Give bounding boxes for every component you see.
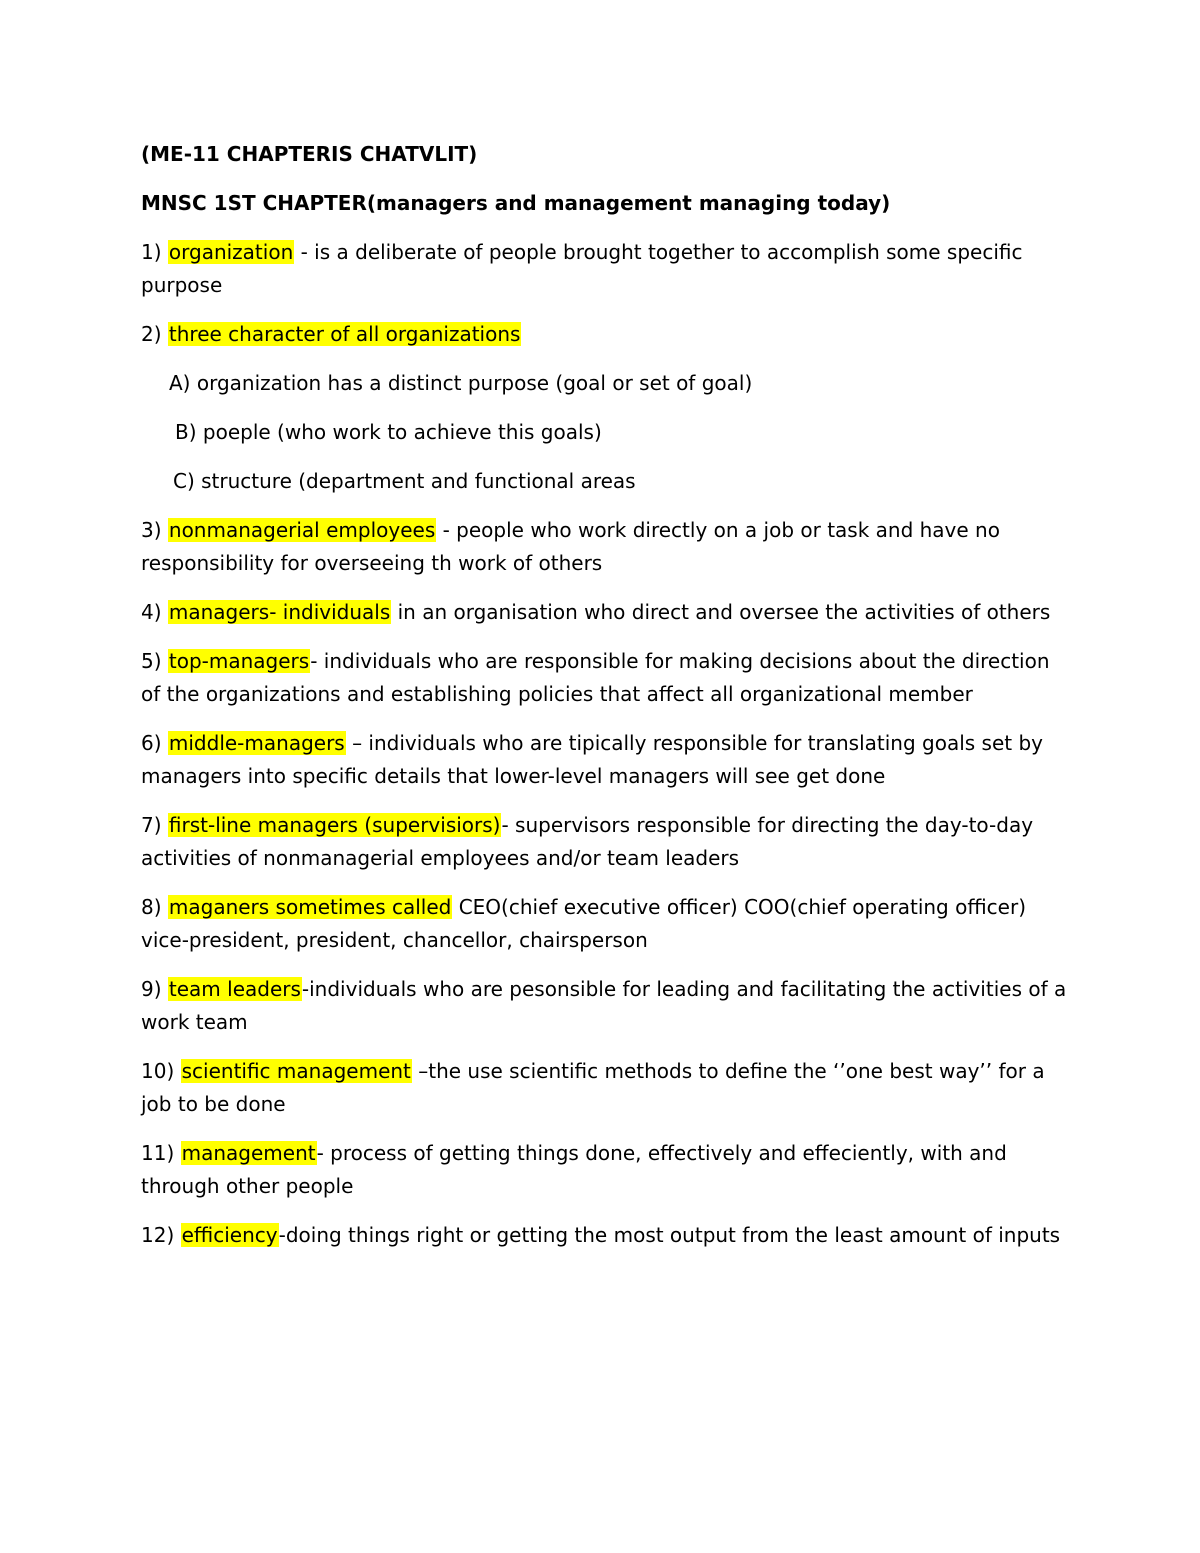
list-item — [141, 645, 1071, 711]
list-item — [141, 236, 1071, 302]
highlighted-term: management — [181, 1141, 316, 1165]
characteristic-item: B) poeple (who work to achieve this goals) — [175, 420, 602, 444]
highlighted-term: first-line managers (supervisiors) — [168, 813, 501, 837]
highlighted-term: efficiency — [181, 1223, 278, 1247]
highlighted-term: managers- individuals — [168, 600, 391, 624]
item-definition: - people who work directly on a job or task and have no responsibility for overseeing th work of others — [141, 518, 1000, 575]
item-definition: - individuals who are responsible for making decisions about the direction of the organizations and establishing policies that affect all organizational member — [141, 649, 1050, 706]
list-item — [141, 1137, 1071, 1203]
characteristic-item: A) organization has a distinct purpose (goal or set of goal) — [169, 371, 753, 395]
highlighted-term: team leaders — [168, 977, 301, 1001]
characteristic-item: C) structure (department and functional areas — [173, 469, 636, 493]
item-number: 3) — [141, 518, 168, 542]
highlighted-term: top-managers — [168, 649, 310, 673]
item-number: 11) — [141, 1141, 181, 1165]
document-body — [141, 138, 1071, 1268]
highlighted-term: three character of all organizations — [168, 322, 521, 346]
list-item — [141, 727, 1071, 793]
highlighted-term: maganers sometimes called — [168, 895, 452, 919]
item-definition: -doing things right or getting the most output from the least amount of inputs — [278, 1223, 1061, 1247]
list-item — [141, 1219, 1071, 1252]
highlighted-term: scientific management — [181, 1059, 411, 1083]
list-item — [141, 891, 1071, 957]
item-number: 12) — [141, 1223, 181, 1247]
highlighted-term: nonmanagerial employees — [168, 518, 436, 542]
list-item — [141, 809, 1071, 875]
item-definition: -individuals who are pesonsible for leading and facilitating the activities of a work team — [141, 977, 1067, 1034]
item-number: 7) — [141, 813, 168, 837]
item-definition: - supervisors responsible for directing the day-to-day activities of nonmanagerial employees and/or team leaders — [141, 813, 1034, 870]
document-title: (ME-11 CHAPTERIS CHATVLIT) — [141, 142, 478, 166]
list-item — [141, 514, 1071, 580]
list-item — [141, 318, 1071, 351]
item-definition: CEO(chief executive officer) COO(chief operating officer) vice-president, president, chancellor, chairsperson — [141, 895, 1027, 952]
item-number: 5) — [141, 649, 168, 673]
list-item — [141, 1055, 1071, 1121]
item-number: 1) — [141, 240, 168, 264]
item-definition: in an organisation who direct and oversee the activities of others — [391, 600, 1051, 624]
list-item — [141, 973, 1071, 1039]
item-number: 6) — [141, 731, 168, 755]
item-number: 8) — [141, 895, 168, 919]
highlighted-term: organization — [168, 240, 294, 264]
item-definition: – individuals who are tipically responsible for translating goals set by managers into specific details that lower-level managers will see get done — [141, 731, 1044, 788]
item-definition: –the use scientific methods to define the ‘’one best way’’ for a job to be done — [141, 1059, 1045, 1116]
item-number: 9) — [141, 977, 168, 1001]
list-item — [141, 596, 1071, 629]
highlighted-term: middle-managers — [168, 731, 345, 755]
item-number: 4) — [141, 600, 168, 624]
chapter-heading: MNSC 1ST CHAPTER(managers and management managing today) — [141, 191, 891, 215]
item-definition: - process of getting things done, effectively and effeciently, with and through other people — [141, 1141, 1007, 1198]
item-number: 2) — [141, 322, 168, 346]
item-definition: - is a deliberate of people brought together to accomplish some specific purpose — [141, 240, 1023, 297]
item-number: 10) — [141, 1059, 181, 1083]
